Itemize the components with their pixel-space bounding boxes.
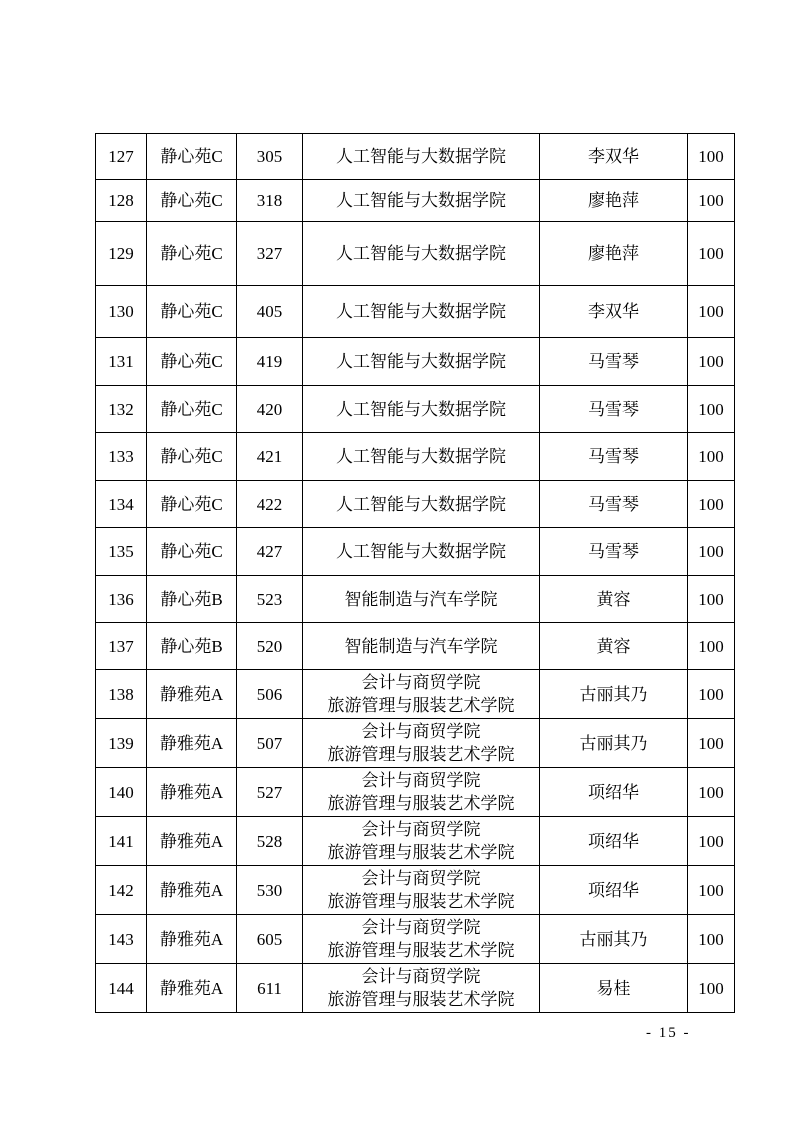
table-row bbox=[96, 180, 735, 222]
college-line: 旅游管理与服装艺术学院 bbox=[327, 696, 515, 715]
cell-building: 静雅苑A bbox=[147, 719, 237, 768]
cell-manager: 项绍华 bbox=[540, 817, 688, 866]
cell-no: 143 bbox=[96, 915, 147, 964]
cell-no: 139 bbox=[96, 719, 147, 768]
college-line: 旅游管理与服装艺术学院 bbox=[327, 941, 515, 960]
cell-score: 100 bbox=[688, 576, 735, 623]
cell-college bbox=[303, 964, 540, 1013]
cell-building: 静心苑C bbox=[147, 222, 237, 286]
cell-room: 421 bbox=[237, 433, 303, 481]
cell-manager: 项绍华 bbox=[540, 866, 688, 915]
cell-room: 419 bbox=[237, 338, 303, 386]
cell-room: 405 bbox=[237, 286, 303, 338]
table-body bbox=[96, 134, 735, 1013]
cell-no: 131 bbox=[96, 338, 147, 386]
table-row bbox=[96, 866, 735, 915]
cell-no: 137 bbox=[96, 623, 147, 670]
cell-no: 134 bbox=[96, 481, 147, 528]
cell-manager: 廖艳萍 bbox=[540, 222, 688, 286]
cell-no: 129 bbox=[96, 222, 147, 286]
cell-score: 100 bbox=[688, 866, 735, 915]
cell-college bbox=[303, 670, 540, 719]
cell-manager: 马雪琴 bbox=[540, 386, 688, 433]
table-row bbox=[96, 528, 735, 576]
cell-no: 136 bbox=[96, 576, 147, 623]
cell-room: 523 bbox=[237, 576, 303, 623]
cell-building: 静心苑C bbox=[147, 481, 237, 528]
table-row bbox=[96, 338, 735, 386]
cell-building: 静心苑B bbox=[147, 576, 237, 623]
table-row bbox=[96, 964, 735, 1013]
cell-building: 静心苑C bbox=[147, 338, 237, 386]
cell-manager: 马雪琴 bbox=[540, 528, 688, 576]
cell-room: 427 bbox=[237, 528, 303, 576]
cell-college bbox=[303, 286, 540, 338]
cell-college bbox=[303, 528, 540, 576]
table-row bbox=[96, 433, 735, 481]
cell-no: 144 bbox=[96, 964, 147, 1013]
college-line: 会计与商贸学院 bbox=[361, 967, 481, 986]
cell-manager: 易桂 bbox=[540, 964, 688, 1013]
cell-no: 132 bbox=[96, 386, 147, 433]
cell-score: 100 bbox=[688, 386, 735, 433]
cell-college bbox=[303, 817, 540, 866]
college-line: 会计与商贸学院 bbox=[361, 771, 481, 790]
college-line: 人工智能与大数据学院 bbox=[336, 147, 506, 166]
college-line: 会计与商贸学院 bbox=[361, 918, 481, 937]
cell-room: 527 bbox=[237, 768, 303, 817]
cell-building: 静心苑B bbox=[147, 623, 237, 670]
cell-room: 506 bbox=[237, 670, 303, 719]
cell-room: 422 bbox=[237, 481, 303, 528]
cell-room: 305 bbox=[237, 134, 303, 180]
cell-room: 420 bbox=[237, 386, 303, 433]
cell-college bbox=[303, 481, 540, 528]
cell-building: 静心苑C bbox=[147, 386, 237, 433]
cell-no: 141 bbox=[96, 817, 147, 866]
cell-score: 100 bbox=[688, 623, 735, 670]
cell-building: 静心苑C bbox=[147, 528, 237, 576]
college-line: 会计与商贸学院 bbox=[361, 722, 481, 741]
cell-building: 静雅苑A bbox=[147, 670, 237, 719]
cell-college bbox=[303, 433, 540, 481]
college-line: 智能制造与汽车学院 bbox=[344, 589, 498, 609]
table-row bbox=[96, 576, 735, 623]
cell-building: 静雅苑A bbox=[147, 964, 237, 1013]
cell-building: 静心苑C bbox=[147, 433, 237, 481]
table-row bbox=[96, 386, 735, 433]
cell-college bbox=[303, 915, 540, 964]
dorm-inspection-table bbox=[95, 133, 735, 1013]
cell-college bbox=[303, 719, 540, 768]
cell-no: 142 bbox=[96, 866, 147, 915]
cell-score: 100 bbox=[688, 286, 735, 338]
college-line: 会计与商贸学院 bbox=[361, 820, 481, 839]
cell-college bbox=[303, 623, 540, 670]
table-row bbox=[96, 817, 735, 866]
college-line: 旅游管理与服装艺术学院 bbox=[327, 745, 515, 764]
cell-score: 100 bbox=[688, 915, 735, 964]
cell-college bbox=[303, 866, 540, 915]
cell-manager: 马雪琴 bbox=[540, 481, 688, 528]
cell-score: 100 bbox=[688, 338, 735, 386]
table-row bbox=[96, 134, 735, 180]
college-line: 旅游管理与服装艺术学院 bbox=[327, 794, 515, 813]
college-line: 人工智能与大数据学院 bbox=[336, 244, 506, 263]
cell-manager: 项绍华 bbox=[540, 768, 688, 817]
cell-building: 静雅苑A bbox=[147, 768, 237, 817]
college-line: 旅游管理与服装艺术学院 bbox=[327, 892, 515, 911]
college-line: 会计与商贸学院 bbox=[361, 673, 481, 692]
cell-room: 605 bbox=[237, 915, 303, 964]
cell-score: 100 bbox=[688, 817, 735, 866]
cell-score: 100 bbox=[688, 180, 735, 222]
cell-college bbox=[303, 222, 540, 286]
cell-building: 静雅苑A bbox=[147, 866, 237, 915]
college-line: 人工智能与大数据学院 bbox=[336, 494, 506, 514]
table-row bbox=[96, 623, 735, 670]
cell-manager: 廖艳萍 bbox=[540, 180, 688, 222]
cell-manager: 古丽其乃 bbox=[540, 670, 688, 719]
cell-college bbox=[303, 134, 540, 180]
cell-room: 530 bbox=[237, 866, 303, 915]
cell-no: 140 bbox=[96, 768, 147, 817]
cell-score: 100 bbox=[688, 433, 735, 481]
cell-room: 507 bbox=[237, 719, 303, 768]
college-line: 人工智能与大数据学院 bbox=[336, 447, 506, 466]
cell-manager: 黄容 bbox=[540, 576, 688, 623]
cell-no: 128 bbox=[96, 180, 147, 222]
table-row bbox=[96, 768, 735, 817]
cell-building: 静心苑C bbox=[147, 180, 237, 222]
cell-score: 100 bbox=[688, 481, 735, 528]
cell-building: 静雅苑A bbox=[147, 915, 237, 964]
cell-manager: 古丽其乃 bbox=[540, 719, 688, 768]
cell-no: 138 bbox=[96, 670, 147, 719]
cell-room: 528 bbox=[237, 817, 303, 866]
cell-building: 静心苑C bbox=[147, 134, 237, 180]
college-line: 人工智能与大数据学院 bbox=[336, 191, 506, 210]
cell-no: 133 bbox=[96, 433, 147, 481]
cell-room: 611 bbox=[237, 964, 303, 1013]
cell-room: 520 bbox=[237, 623, 303, 670]
cell-manager: 马雪琴 bbox=[540, 338, 688, 386]
cell-manager: 黄容 bbox=[540, 623, 688, 670]
cell-score: 100 bbox=[688, 768, 735, 817]
cell-score: 100 bbox=[688, 670, 735, 719]
college-line: 旅游管理与服装艺术学院 bbox=[327, 990, 515, 1009]
cell-manager: 马雪琴 bbox=[540, 433, 688, 481]
table-row bbox=[96, 670, 735, 719]
college-line: 人工智能与大数据学院 bbox=[336, 399, 506, 419]
college-line: 人工智能与大数据学院 bbox=[336, 302, 506, 321]
cell-no: 135 bbox=[96, 528, 147, 576]
college-line: 旅游管理与服装艺术学院 bbox=[327, 843, 515, 862]
cell-college bbox=[303, 768, 540, 817]
cell-college bbox=[303, 386, 540, 433]
cell-room: 327 bbox=[237, 222, 303, 286]
table-row bbox=[96, 481, 735, 528]
college-line: 人工智能与大数据学院 bbox=[336, 352, 506, 371]
cell-college bbox=[303, 338, 540, 386]
cell-score: 100 bbox=[688, 222, 735, 286]
cell-score: 100 bbox=[688, 134, 735, 180]
cell-building: 静心苑C bbox=[147, 286, 237, 338]
cell-no: 127 bbox=[96, 134, 147, 180]
cell-score: 100 bbox=[688, 719, 735, 768]
cell-building: 静雅苑A bbox=[147, 817, 237, 866]
cell-score: 100 bbox=[688, 528, 735, 576]
cell-manager: 李双华 bbox=[540, 286, 688, 338]
table-row bbox=[96, 719, 735, 768]
cell-room: 318 bbox=[237, 180, 303, 222]
cell-college bbox=[303, 180, 540, 222]
table-row bbox=[96, 915, 735, 964]
college-line: 会计与商贸学院 bbox=[361, 869, 481, 888]
cell-manager: 古丽其乃 bbox=[540, 915, 688, 964]
cell-college bbox=[303, 576, 540, 623]
page-number: - 15 - bbox=[646, 1025, 691, 1041]
college-line: 人工智能与大数据学院 bbox=[336, 542, 506, 561]
college-line: 智能制造与汽车学院 bbox=[344, 636, 498, 656]
table-row bbox=[96, 222, 735, 286]
cell-score: 100 bbox=[688, 964, 735, 1013]
cell-no: 130 bbox=[96, 286, 147, 338]
table-row bbox=[96, 286, 735, 338]
cell-manager: 李双华 bbox=[540, 134, 688, 180]
